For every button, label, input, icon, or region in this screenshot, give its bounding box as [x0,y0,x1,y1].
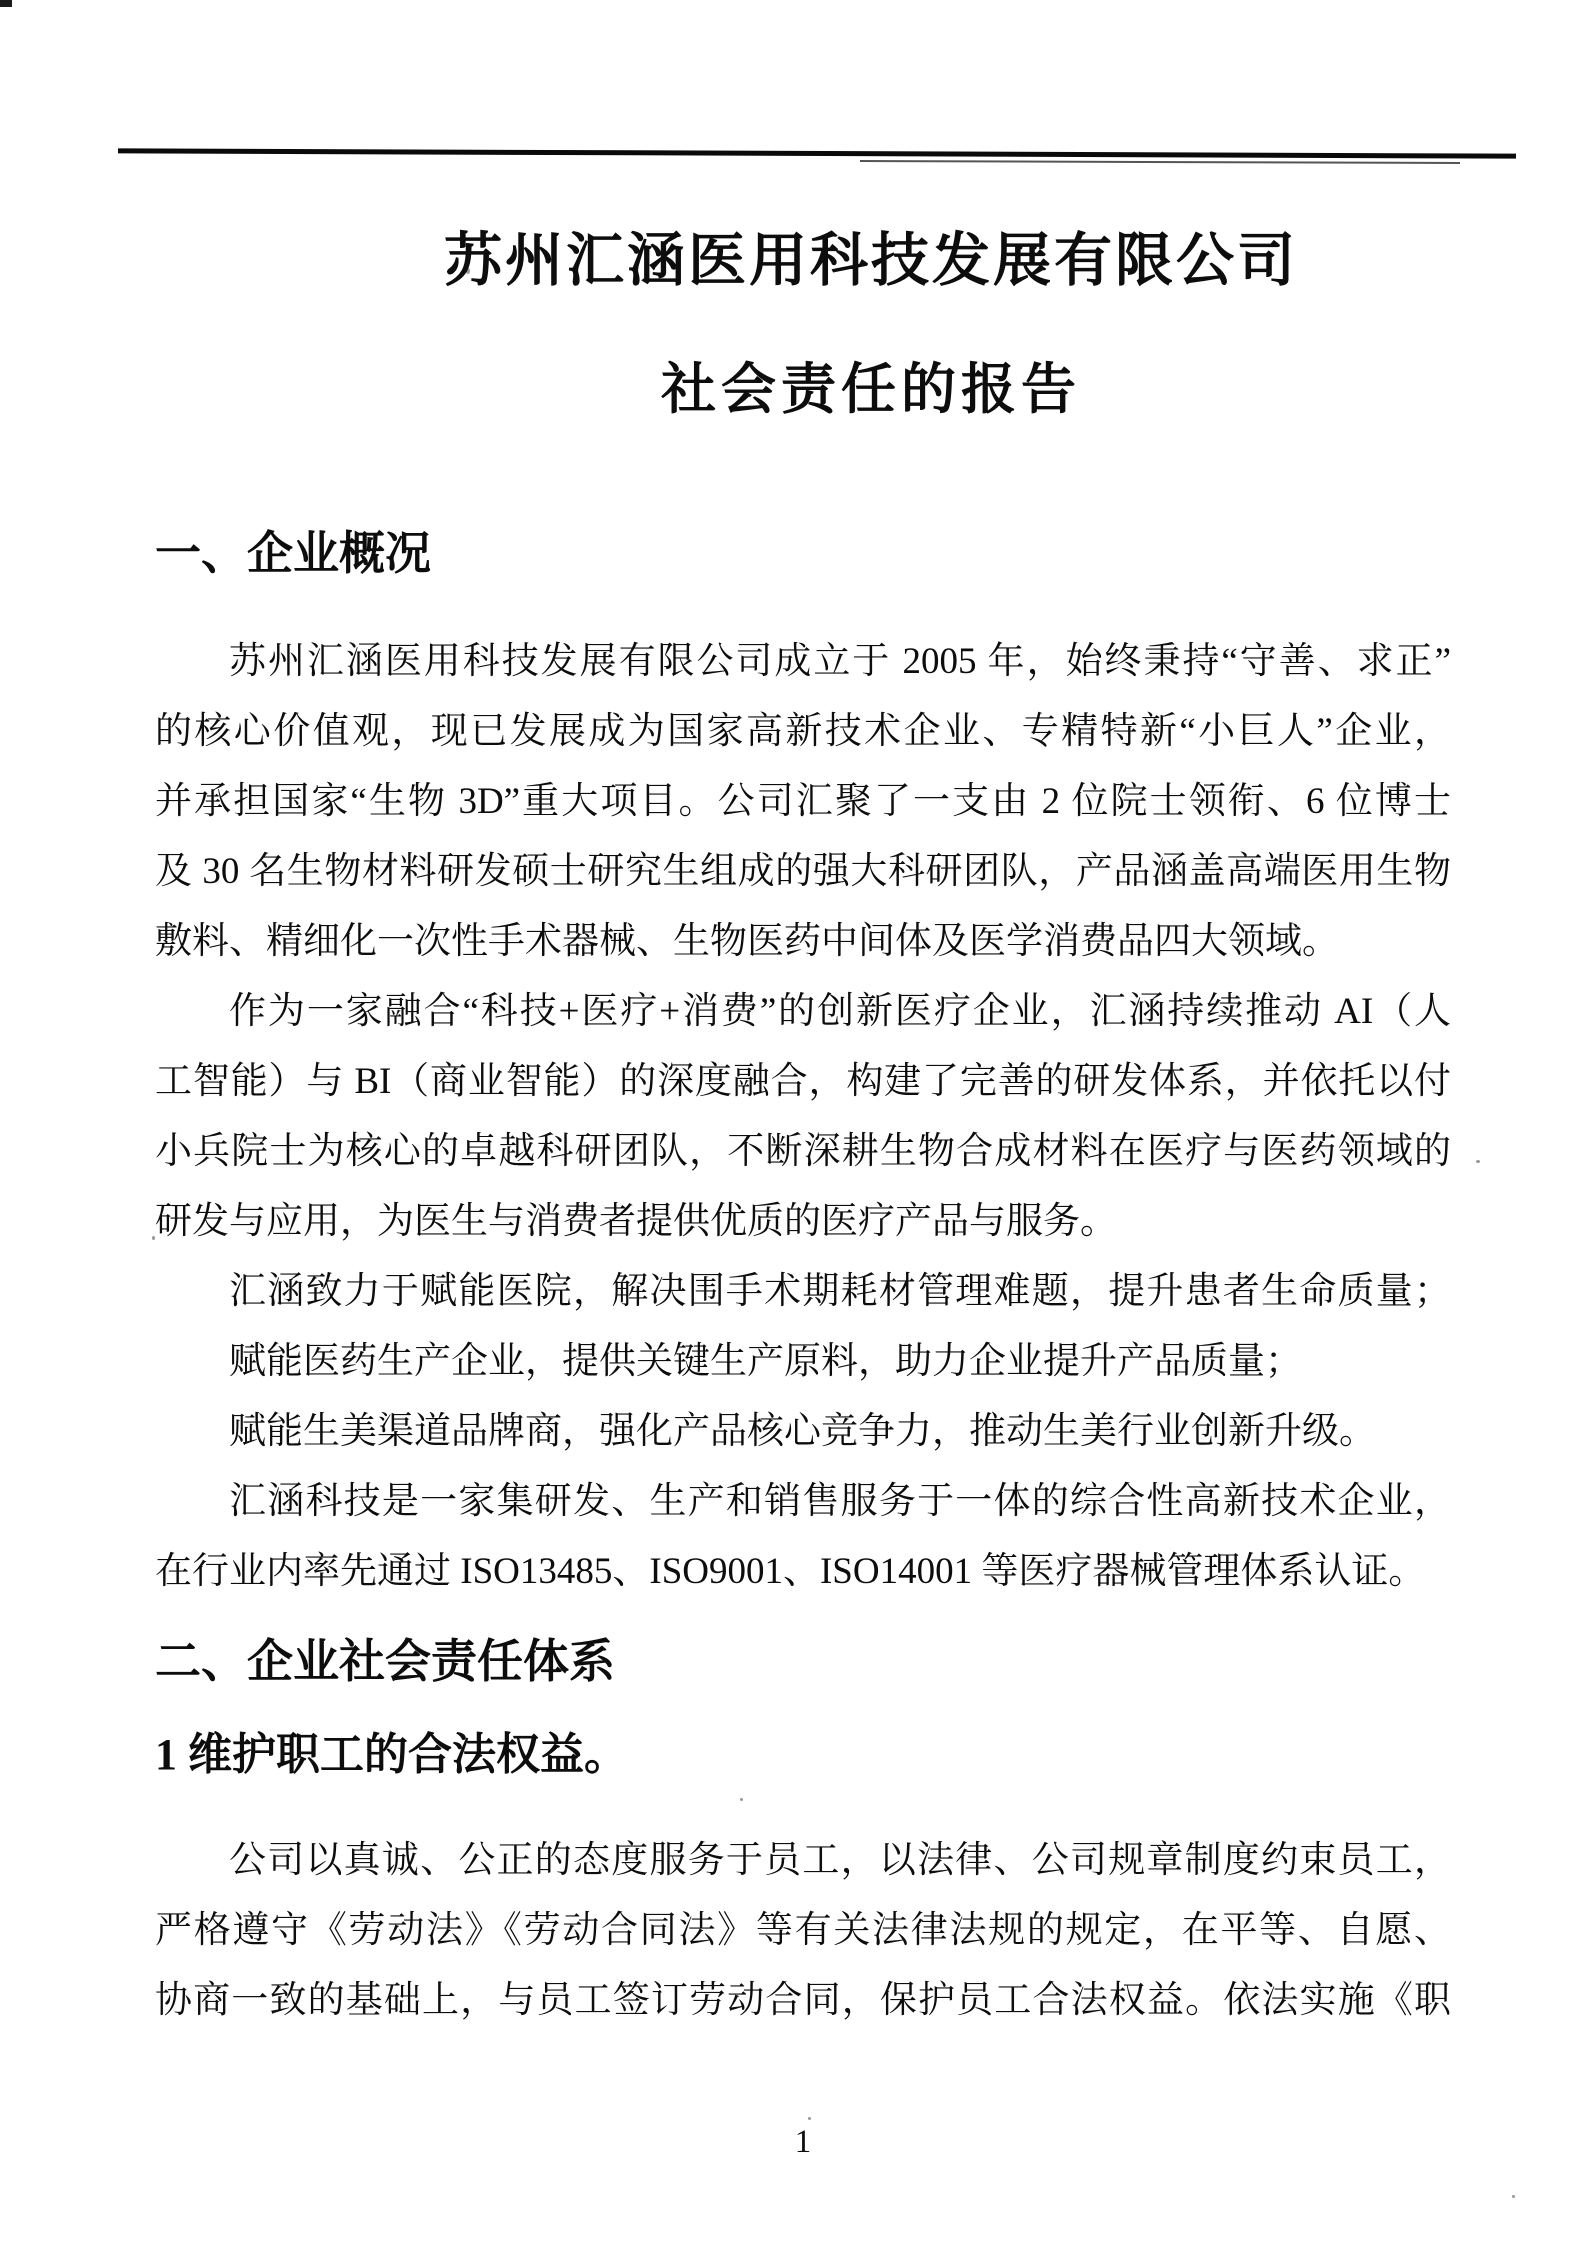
text-line: 赋能生美渠道品牌商，强化产品核心竞争力，推动生美行业创新升级。 [229,1411,1376,1452]
section-heading: 一、企业概况 [155,528,431,579]
report-subtitle: 社会责任的报告 [660,359,1081,420]
paragraph [155,1257,1451,1327]
paragraph [155,1467,1451,1607]
text-line: 严格遵守《劳动法》《劳动合同法》等有关法律法规的规定，在平等、自愿、 [155,1910,1451,1951]
text-line: 汇涵科技是一家集研发、生产和销售服务于一体的综合性高新技术企业， [229,1481,1451,1522]
paragraph [155,1826,1451,2036]
text-line: 工智能）与 BI（商业智能）的深度融合，构建了完善的研发体系，并依托以付 [155,1061,1451,1102]
paragraph [155,1397,1451,1467]
text-line: 汇涵致力于赋能医院，解决围手术期耗材管理难题，提升患者生命质量； [229,1271,1451,1312]
paragraph [155,977,1451,1257]
text-line: 苏州汇涵医用科技发展有限公司成立于 2005 年，始终秉持“守善、求正” [229,641,1451,682]
paragraph [155,627,1451,977]
text-line: 在行业内率先通过 ISO13485、ISO9001、ISO14001 等医疗器械管理体系认证。 [155,1551,1426,1592]
text-line: 作为一家融合“科技+医疗+消费”的创新医疗企业，汇涵持续推动 AI（人 [229,991,1451,1032]
subsection-heading: 1 维护职工的合法权益。 [155,1730,628,1779]
text-line: 的核心价值观，现已发展成为国家高新技术企业、专精特新“小巨人”企业， [155,711,1451,752]
text-line: 并承担国家“生物 3D”重大项目。公司汇聚了一支由 2 位院士领衔、6 位博士 [155,781,1451,822]
scan-speck [1512,2195,1515,2198]
text-line: 研发与应用，为医生与消费者提供优质的医疗产品与服务。 [155,1201,1117,1242]
text-line: 小兵院士为核心的卓越科研团队，不断深耕生物合成材料在医疗与医药领域的 [155,1131,1451,1172]
text-line: 及 30 名生物材料研发硕士研究生组成的强大科研团队，产品涵盖高端医用生物 [155,851,1451,892]
scan-speck [1476,1160,1480,1163]
text-line: 赋能医药生产企业，提供关键生产原料，助力企业提升产品质量； [229,1341,1302,1382]
paragraph [155,1327,1451,1397]
document-column [155,0,1451,2162]
text-line: 协商一致的基础上，与员工签订劳动合同，保护员工合法权益。依法实施《职 [155,1980,1451,2021]
document-body [155,526,1451,2036]
section-heading: 二、企业社会责任体系 [155,1636,615,1687]
scan-corner-artifact [0,0,12,7]
text-line: 公司以真诚、公正的态度服务于员工，以法律、公司规章制度约束员工， [229,1840,1451,1881]
page-number: 1 [794,2124,812,2160]
report-title: 苏州汇涵医用科技发展有限公司 [443,228,1298,293]
text-line: 敷料、精细化一次性手术器械、生物医药中间体及医学消费品四大领域。 [155,921,1339,962]
